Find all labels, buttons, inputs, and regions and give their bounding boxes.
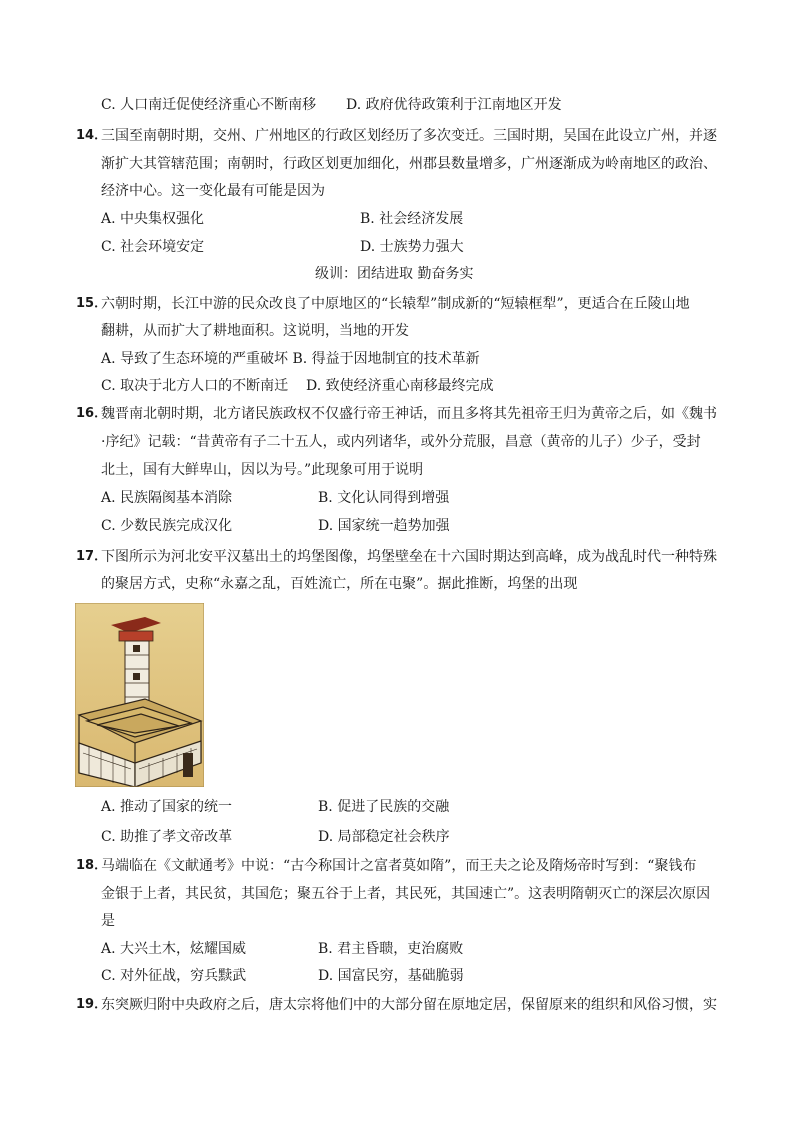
q14-number: 14． [76,128,108,143]
q15-option-ab: A. 导致了生态环境的严重破坏 B. 得益于因地制宜的技术革新 [101,351,480,367]
q18-option-b: B. 君主昏聩，吏治腐败 [318,941,464,957]
q18-option-d: D. 国富民穷，基础脆弱 [318,968,464,984]
q17-number: 17． [76,549,108,564]
q19-stem-line-1: 东突厥归附中央政府之后，唐太宗将他们中的大部分留在原地定居，保留原来的组织和风俗习惯，实 [101,997,717,1013]
q14-option-a: A. 中央集权强化 [101,211,205,227]
q17-option-b: B. 促进了民族的交融 [318,799,450,815]
q14-stem-line-1: 三国至南朝时期，交州、广州地区的行政区划经历了多次变迁。三国时期，吴国在此设立广州，并逐 [101,128,717,144]
q17-option-c: C. 助推了孝文帝改革 [101,829,233,845]
q17-option-a: A. 推动了国家的统一 [101,799,233,815]
q18-option-c: C. 对外征战，穷兵黩武 [101,968,247,984]
q16-number: 16． [76,406,108,421]
q15-option-d: D. 致使经济重心南移最终完成 [306,378,494,394]
q14-option-c: C. 社会环境安定 [101,239,205,255]
q17-option-d: D. 局部稳定社会秩序 [318,829,450,845]
q18-option-a: A. 大兴土木，炫耀国威 [101,941,247,957]
q17-stem-line-2: 的聚居方式，史称“永嘉之乱，百姓流亡，所在屯聚”。据此推断，坞堡的出现 [101,576,578,592]
gate-figure-shape [183,753,193,777]
q18-stem-line-1: 马端临在《文献通考》中说：“古今称国计之富者莫如隋”，而王夫之论及隋炀帝时写到：“聚钱布 [101,858,697,874]
q13-option-c: C. 人口南迁促使经济重心不断南移 [101,97,317,113]
q18-stem-line-2: 金银于上者，其民贫，其国危；聚五谷于上者，其民死，其国速亡”。这表明隋朝灭亡的深层次原因 [101,886,711,902]
q15-stem-line-2: 翻耕，从而扩大了耕地面积。这说明，当地的开发 [101,323,409,339]
q13-option-d: D. 政府优待政策利于江南地区开发 [346,97,562,113]
q14-option-b: B. 社会经济发展 [360,211,464,227]
q16-stem-line-1: 魏晋南北朝时期，北方诸民族政权不仅盛行帝王神话，而且多将其先祖帝王归为黄帝之后，如《魏书 [101,406,717,422]
q16-option-b: B. 文化认同得到增强 [318,490,450,506]
q15-stem-line-1: 六朝时期，长江中游的民众改良了中原地区的“长辕犁”制成新的“短辕框犁”，更适合在丘陵山地 [101,296,690,312]
q14-stem-line-3: 经济中心。这一变化最有可能是因为 [101,183,325,199]
q16-option-d: D. 国家统一趋势加强 [318,518,450,534]
q18-stem-line-3: 是 [101,913,115,929]
class-motto: 级训：团结进取 勤奋务实 [315,266,474,282]
q19-number: 19． [76,997,108,1012]
q15-option-c: C. 取决于北方人口的不断南迁 [101,378,289,394]
q15-number: 15． [76,296,108,311]
q18-number: 18． [76,858,108,873]
q14-stem-line-2: 渐扩大其管辖范围；南朝时，行政区划更加细化，州郡县数量增多，广州逐渐成为岭南地区的政治、 [101,156,717,172]
q16-option-c: C. 少数民族完成汉化 [101,518,233,534]
q16-stem-line-3: 北土，国有大鲜卑山，因以为号。”此现象可用于说明 [101,462,424,478]
q16-stem-line-2: ·序纪》记载：“昔黄帝有子二十五人，或内列诸华，或外分荒服，昌意（黄帝的儿子）少子，受封 [101,434,701,450]
q14-option-d: D. 士族势力强大 [360,239,464,255]
wubao-painting-figure [75,603,204,787]
q16-option-a: A. 民族隔阂基本消除 [101,490,233,506]
q17-stem-line-1: 下图所示为河北安平汉墓出土的坞堡图像，坞堡壁垒在十六国时期达到高峰，成为战乱时代一种特殊 [101,549,717,565]
